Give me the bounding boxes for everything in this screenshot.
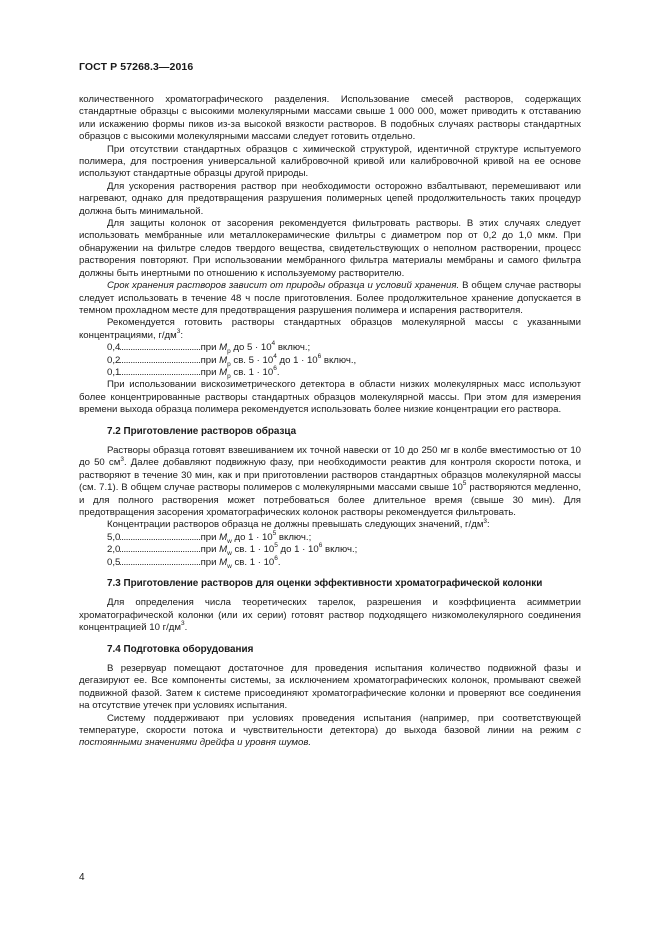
variable: M (219, 366, 228, 378)
subscript: p (227, 372, 231, 380)
subscript: p (227, 348, 231, 356)
paragraph: Для защиты колонок от засорения рекомендуется фильтровать растворы. В этих случаях следует использовать мембранные или металлокерамические фильтры с диаметром пор от 0,2 до 1,0 мкм. При обнаружении на фильтре следов твердого вещества, свидетельствующих о неполном растворении, процесс растворения повторяют. При использовании мембранного фильтра материалы мембраны и самого фильтра должны быть инертными по отношению к используемому растворителю. (79, 218, 581, 279)
leader-dots: .................................... (119, 531, 201, 543)
paragraph: При отсутствии стандартных образцов с химической структурой, идентичной структуре испытуемого полимера, для построения универсальной калибровочной кривой или калибровочной кривой на ее основе используют стандартные образцы другой природы. (79, 143, 581, 180)
text: : (180, 329, 184, 341)
conc-value: 0,4 (107, 342, 121, 354)
text: при (200, 342, 220, 354)
section-heading-7-4: 7.4 Подготовка оборудования (107, 643, 254, 655)
text: до 1 · 10 (277, 544, 319, 556)
paragraph (79, 317, 581, 342)
subscript: w (227, 562, 232, 570)
text: до 1 · 10 (276, 354, 318, 366)
text: В общем случае растворы следует использовать в течение 48 ч после приготовления. Более продолжительное хранение допускается в темном прохладном месте для предотвращения разрушения полимера и испарения растворителя. (79, 280, 581, 316)
superscript: 4 (273, 352, 277, 360)
paragraph (79, 597, 581, 634)
text: при (200, 531, 220, 543)
subscript: w (227, 537, 232, 545)
list-item (107, 554, 581, 570)
list-item (107, 342, 581, 354)
text: включ.; (275, 342, 311, 354)
conc-value: 0,2 (107, 354, 121, 366)
text: при (200, 354, 220, 366)
page-body (79, 94, 581, 750)
concentration-list-mw (79, 532, 581, 569)
text: включ.; (276, 531, 312, 543)
text: Концентрации растворов образца не должны превышать следующих значений, г/дм (107, 519, 484, 531)
superscript: 6 (274, 554, 278, 562)
variable: M (219, 531, 228, 543)
subscript: w (227, 550, 232, 558)
superscript: 6 (317, 352, 322, 360)
text: св. 5 · 10 (230, 354, 274, 366)
list-item (107, 544, 581, 556)
list-item (107, 352, 581, 368)
superscript: 3 (483, 517, 488, 525)
conc-value: 0,5 (107, 556, 121, 568)
leader-dots: .................................... (119, 342, 201, 354)
superscript: 3 (120, 455, 124, 463)
page-header: ГОСТ Р 57268.3—2016 (79, 61, 194, 73)
text: Систему поддерживают при условиях проведения испытания (например, при соответствующей температуре, скорости потока и чувствительности детектора) до выхода базовой линии на режим (79, 712, 581, 736)
paragraph (79, 713, 581, 750)
leader-dots: .................................... (119, 354, 201, 366)
variable: M (219, 544, 228, 556)
text: . (276, 366, 280, 378)
section-heading-7-3: 7.3 Приготовление растворов для оценки эффективности хроматографической колонки (107, 577, 543, 589)
superscript: 5 (272, 530, 277, 538)
paragraph: В резервуар помещают достаточное для проведения испытания количество подвижной фазы и дегазируют ее. Все компоненты системы, за исключением хроматографических колонок, промывают свежей подвижной фазой. Затем к системе присоединяют хроматографические колонки и проверяют все соединения на отсутствие утечек при условиях испытания. (79, 662, 581, 712)
list-item (107, 532, 581, 544)
text: при (200, 366, 220, 378)
text: до 5 · 10 (230, 342, 272, 354)
superscript: 3 (176, 328, 181, 336)
text: св. 1 · 10 (230, 366, 274, 378)
variable: M (219, 342, 228, 354)
section-heading-7-2: 7.2 Приготовление растворов образца (107, 425, 297, 437)
leader-dots: .................................... (119, 366, 201, 378)
text: св. 1 · 10 (231, 544, 275, 556)
list-item (107, 367, 581, 379)
superscript: 6 (273, 365, 277, 373)
text: до 1 · 10 (231, 531, 273, 543)
text: включ., (321, 354, 357, 366)
superscript: 4 (271, 340, 276, 348)
superscript: 5 (462, 480, 467, 488)
paragraph: При использовании вискозиметрического детектора в области низких молекулярных масс используют более концентрированные растворы стандартных образцов молекулярной массы. При этом для измерения времени выхода образца полимера рекомендуется использовать более низкие концентрации его раствора. (79, 379, 581, 416)
leader-dots: .................................... (119, 556, 201, 568)
text: Растворы образца готовят взвешиванием их точной навески от 10 до 250 мг в колбе вместимостью от 10 до 50 см (79, 444, 581, 469)
page-number: 4 (79, 872, 85, 883)
text: при (200, 544, 220, 556)
text: . (184, 622, 188, 634)
conc-value: 5,0 (107, 531, 121, 543)
text: при (200, 556, 220, 568)
text: включ.; (322, 544, 358, 556)
text: : (487, 519, 490, 531)
text: Для определения числа теоретических тарелок, разрешения и коэффициента асимметрии хроматографической колонки (или их серии) готовят раствор подходящего низкомолекулярного соединения концентрацией 10 г/дм (79, 597, 581, 634)
superscript: 6 (318, 542, 323, 550)
text: растворяются медленно, и для полного растворения может потребоваться более длительное время (свыше 30 мин). Для предотвращения засорения хроматографических колонок растворы рекомендуется фильтровать. (79, 482, 581, 518)
italic-text: Срок хранения растворов зависит от природы образца и условий хранения. (107, 280, 460, 292)
text: Рекомендуется готовить растворы стандартных образцов молекулярной массы с указанными концентрациями, г/дм (79, 317, 581, 341)
text: . (277, 556, 281, 568)
variable: M (219, 556, 228, 568)
paragraph: количественного хроматографического разделения. Использование смесей растворов, содержащих стандартные образцы с высокими молекулярными массами свыше 1 000 000, может приводить к отставанию или искажению формы пиков из-за высокой вязкости растворов. В подобных случаях растворы стандартных образцов с высокими молекулярными массами следует готовить отдельно. (79, 94, 581, 143)
leader-dots: .................................... (119, 544, 201, 556)
paragraph: Для ускорения растворения раствор при необходимости осторожно взбалтывают, перемешивают или нагревают, однако для предотвращения разрушения полимерных цепей продолжительность таких процедур должна быть минимальной. (79, 180, 581, 217)
concentration-list-mp (79, 342, 581, 379)
text: . Далее добавляют подвижную фазу, при необходимости реактив для контроля скорости потока, и растворяют в течение 30 мин, как и при приготовлении растворов стандартных образцов молекулярной массы (см. 7.1). В общем случае растворы полимеров с молекулярными массами свыше 10 (79, 457, 581, 494)
text: св. 1 · 10 (231, 556, 275, 568)
paragraph (79, 445, 581, 519)
paragraph (79, 280, 581, 317)
subscript: p (227, 360, 231, 368)
variable: M (219, 354, 228, 366)
paragraph (79, 519, 581, 531)
conc-value: 0,1 (107, 366, 121, 378)
conc-value: 2,0 (107, 544, 121, 556)
superscript: 3 (180, 620, 185, 628)
italic-text: с постоянными значениями дрейфа и уровня шумов. (79, 725, 581, 749)
superscript: 5 (274, 542, 278, 550)
